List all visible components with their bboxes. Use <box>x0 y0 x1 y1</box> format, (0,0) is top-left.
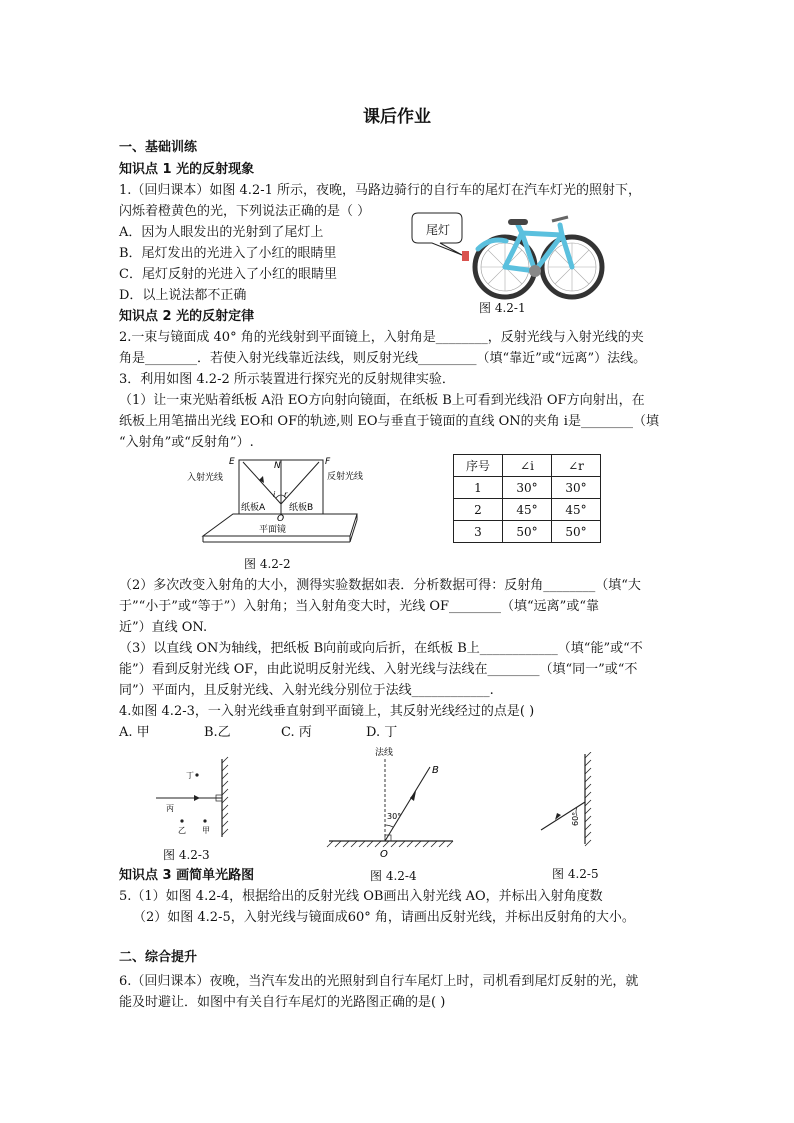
point-b-label: B <box>432 765 439 776</box>
table-row <box>454 521 601 543</box>
q1-stem-line1: 1.（回归课本）如图 4.2-1 所示，夜晚，马路边骑行的自行车的尾灯在汽车灯光的照射下， <box>119 183 642 198</box>
q1-stem-line2: 闪烁着橙黄色的光，下列说法正确的是（ ） <box>119 204 371 219</box>
section-comprehensive: 二、综合提升 <box>119 950 198 965</box>
q2-stem-line1: 2.一束与镜面成 40° 角的光线射到平面镜上，入射角是________，反射光线与入射光线的夹 <box>119 330 644 345</box>
point-ding-label: 丁 <box>186 771 194 780</box>
q5-part1: 5.（1）如图 4.2-4，根据给出的反射光线 OB画出入射光线 AO，并标出入射角度数 <box>119 889 603 904</box>
table-header-row <box>454 455 601 477</box>
angle-30-label: 30° <box>387 812 402 821</box>
table-cell: 45° <box>552 499 601 521</box>
q3-part2-line3: 近”）直线 ON. <box>119 620 208 635</box>
q3-part1-line1: （1）让一束光贴着纸板 A沿 EO方向射向镜面，在纸板 B上可看到光线沿 OF方向射出，在 <box>119 393 645 408</box>
q1-option-c: C．尾灯反射的光进入了小红的眼睛里 <box>119 267 337 282</box>
q3-part3-line1: （3）以直线 ON为轴线，把纸板 B向前或向后折，在纸板 B上____________（填“能”或“不 <box>119 641 643 656</box>
label-r: r <box>284 490 288 499</box>
table-cell: 3 <box>454 521 503 543</box>
label-incident-ray: 入射光线 <box>187 473 224 483</box>
table-header: ∠r <box>552 455 601 477</box>
tail-light-callout: 尾灯 <box>426 223 451 237</box>
point-yi-label: 乙 <box>178 826 186 835</box>
q3-part3-line3: 同”）平面内，且反射光线、入射光线分别位于法线____________. <box>119 683 494 698</box>
table-header: 序号 <box>454 455 503 477</box>
section-basic-training: 一、基础训练 <box>119 140 198 155</box>
q6-stem-line2: 能及时避让．如图中有关自行车尾灯的光路图正确的是( ) <box>119 995 446 1010</box>
q3-part1-line3: “入射角”或“反射角”）. <box>119 435 254 450</box>
angle-60-label: 60° <box>571 811 580 826</box>
label-f: F <box>325 457 331 467</box>
q1-option-d: D．以上说法都不正确 <box>119 288 247 303</box>
q3-part2-line2: 于”“小于”或“等于”）入射角；当入射角变大时，光线 OF________（填“远离”或“靠 <box>119 599 599 614</box>
q4-option-c: C. 丙 <box>281 725 312 740</box>
label-board-a: 纸板A <box>241 503 266 513</box>
point-jia-label: 甲 <box>202 826 210 835</box>
label-e: E <box>229 457 235 467</box>
label-reflected-ray: 反射光线 <box>327 472 364 482</box>
q4-stem: 4.如图 4.2-3，一入射光线垂直射到平面镜上，其反射光线经过的点是( ) <box>119 704 535 719</box>
label-mirror: 平面镜 <box>259 525 287 535</box>
q1-option-a: A．因为人眼发出的光射到了尾灯上 <box>119 225 324 240</box>
page-title: 课后作业 <box>363 107 431 127</box>
figure-4-2-3-caption: 图 4.2-3 <box>163 848 210 862</box>
q3-part1-line2: 纸板上用笔描出光线 EO和 OF的轨迹,则 EO与垂直于镜面的直线 ON的夹角 i是________（填 <box>119 414 659 429</box>
q4-option-b: B.乙 <box>204 725 231 740</box>
table-row <box>454 499 601 521</box>
q3-part2-line1: （2）多次改变入射角的大小，测得实验数据如表．分析数据可得：反射角________（填“大 <box>119 578 641 593</box>
point-bing-label: 丙 <box>166 804 174 813</box>
label-board-b: 纸板B <box>289 503 314 513</box>
knowledge-point-1: 知识点 1 光的反射现象 <box>119 162 255 177</box>
label-n: N <box>274 461 281 471</box>
q4-option-d: D. 丁 <box>366 725 398 740</box>
figure-4-2-5-caption: 图 4.2-5 <box>552 867 599 881</box>
normal-line-label: 法线 <box>375 748 394 758</box>
label-o: O <box>277 514 285 524</box>
reflection-apparatus-figure <box>185 452 370 548</box>
point-o-label: O <box>380 849 388 860</box>
table-cell: 30° <box>503 477 552 499</box>
figure-4-2-1-caption: 图 4.2-1 <box>479 301 526 315</box>
knowledge-point-2: 知识点 2 光的反射定律 <box>119 309 255 324</box>
q6-stem-line1: 6.（回归课本）夜晚，当汽车发出的光照射到自行车尾灯上时，司机看到尾灯反射的光，就 <box>119 974 639 989</box>
knowledge-point-3: 知识点 3 画简单光路图 <box>119 868 255 883</box>
table-cell: 30° <box>552 477 601 499</box>
figure-4-2-4 <box>325 745 455 865</box>
table-cell: 1 <box>454 477 503 499</box>
figure-4-2-5 <box>535 752 605 852</box>
figure-4-2-4-caption: 图 4.2-4 <box>370 869 417 883</box>
bicycle-figure <box>410 205 610 300</box>
table-cell: 50° <box>503 521 552 543</box>
q4-option-a: A. 甲 <box>119 725 150 740</box>
figure-4-2-3 <box>150 755 240 845</box>
label-i: i <box>273 490 276 499</box>
q3-stem: 3．利用如图 4.2-2 所示装置进行探究光的反射规律实验． <box>119 372 455 387</box>
figure-4-2-2-caption: 图 4.2-2 <box>244 557 291 571</box>
table-row <box>454 477 601 499</box>
table-header: ∠i <box>503 455 552 477</box>
data-table <box>453 454 601 543</box>
q1-option-b: B．尾灯发出的光进入了小红的眼睛里 <box>119 246 337 261</box>
q5-part2: （2）如图 4.2-5，入射光线与镜面成60° 角，请画出反射光线，并标出反射角的大小。 <box>133 910 635 925</box>
table-cell: 50° <box>552 521 601 543</box>
table-cell: 45° <box>503 499 552 521</box>
q2-stem-line2: 角是________．若使入射光线靠近法线，则反射光线_________（填“靠近”或“远离”）法线。 <box>119 351 647 366</box>
q3-part3-line2: 能”）看到反射光线 OF，由此说明反射光线、入射光线与法线在________（填“同一”或“不 <box>119 662 638 677</box>
table-cell: 2 <box>454 499 503 521</box>
